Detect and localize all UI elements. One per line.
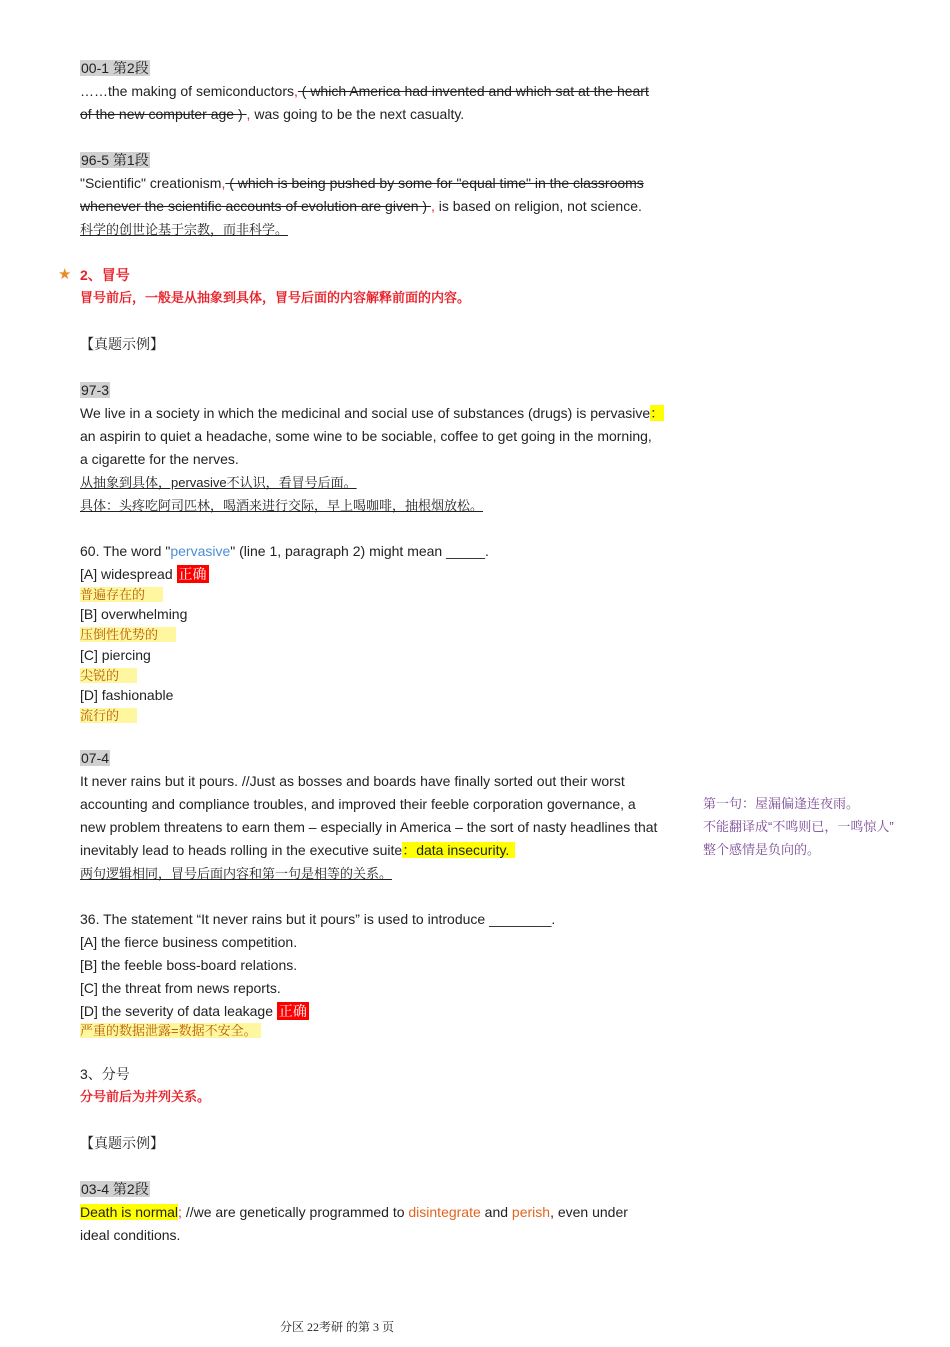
section-rule: 冒号前后，一般是从抽象到具体，冒号后面的内容解释前面的内容。	[80, 290, 471, 305]
option-translation: 压倒性优势的	[80, 624, 176, 645]
example-sentence-cont: of the new computer age ) , was going to be the next casualty.	[80, 106, 465, 122]
option-c: [C] piercing	[80, 647, 151, 663]
analysis-note: 两句逻辑相同，冒号后面内容和第一句是相等的关系。	[80, 866, 393, 881]
option-b: [B] the feeble boss-board relations.	[80, 957, 298, 973]
translation-note: 科学的创世论基于宗教，而非科学。	[80, 222, 289, 237]
example-sentence-cont: a cigarette for the nerves.	[80, 451, 239, 467]
side-note: 整个感情是负向的。	[703, 842, 821, 857]
example-header: 【真题示例】	[80, 336, 164, 352]
example-sentence: Death is normal; //we are genetically programmed to disintegrate and perish, even under	[80, 1204, 628, 1220]
example-sentence-cont: inevitably lead to heads rolling in the executive suite：data insecurity.	[80, 840, 515, 860]
option-a: [A] the fierce business competition.	[80, 934, 298, 950]
option-c: [C] the threat from news reports.	[80, 980, 281, 996]
correct-badge: 正确	[178, 566, 207, 582]
example-sentence-cont: whenever the scientific accounts of evolution are given ) , is based on religion, not science.	[80, 198, 642, 214]
section-title: 2、冒号	[80, 267, 130, 283]
option-translation: 严重的数据泄露=数据不安全。	[80, 1020, 261, 1041]
example-tag: 97-3	[81, 382, 110, 398]
example-tag: 03-4 第2段	[81, 1181, 149, 1197]
section-title: 3、分号	[80, 1066, 130, 1082]
example-header: 【真题示例】	[80, 1135, 164, 1151]
option-d: [D] the severity of data leakage 正确	[80, 1003, 307, 1019]
example-sentence-cont: ideal conditions.	[80, 1227, 181, 1243]
example-tag: 07-4	[81, 750, 110, 766]
question-stem: 60. The word "pervasive" (line 1, paragraph 2) might mean _____.	[80, 543, 489, 559]
option-b: [B] overwhelming	[80, 606, 188, 622]
section-rule: 分号前后为并列关系。	[80, 1089, 211, 1104]
example-sentence-cont: an aspirin to quiet a headache, some wine to be sociable, coffee to get going in the morning,	[80, 428, 652, 444]
example-sentence: It never rains but it pours. //Just as bosses and boards have finally sorted out their worst	[80, 773, 625, 789]
correct-badge: 正确	[278, 1003, 307, 1019]
example-sentence-cont: new problem threatens to earn them – especially in America – the sort of nasty headlines that	[80, 819, 658, 835]
example-tag: 96-5 第1段	[81, 152, 149, 168]
option-translation: 流行的	[80, 705, 137, 726]
side-note: 不能翻译成“不鸣则已，一鸣惊人”	[703, 819, 894, 834]
example-sentence: We live in a society in which the medicinal and social use of substances (drugs) is pervasive：	[80, 405, 665, 421]
analysis-note: 从抽象到具体，pervasive不认识，看冒号后面。	[80, 475, 357, 490]
side-note: 第一句：屋漏偏逢连夜雨。	[703, 796, 860, 811]
analysis-note: 具体：头疼吃阿司匹林，喝酒来进行交际，早上喝咖啡，抽根烟放松。	[80, 498, 484, 513]
option-translation: 尖锐的	[80, 665, 137, 686]
example-tag: 00-1 第2段	[81, 60, 149, 76]
option-a: [A] widespread 正确	[80, 566, 207, 582]
question-stem: 36. The statement “It never rains but it pours” is used to introduce ________.	[80, 911, 556, 927]
example-sentence: ……the making of semiconductors, ( which America had invented and which sat at the heart	[80, 83, 649, 99]
example-sentence-cont: accounting and compliance troubles, and improved their feeble corporation governance, a	[80, 796, 636, 812]
example-sentence: "Scientific" creationism, ( which is being pushed by some for "equal time" in the classrooms	[80, 175, 644, 191]
option-translation: 普遍存在的	[80, 584, 163, 605]
star-icon: ★	[58, 266, 72, 283]
option-d: [D] fashionable	[80, 687, 174, 703]
page-footer: 分区 22考研 的第 3 页	[280, 1320, 395, 1334]
